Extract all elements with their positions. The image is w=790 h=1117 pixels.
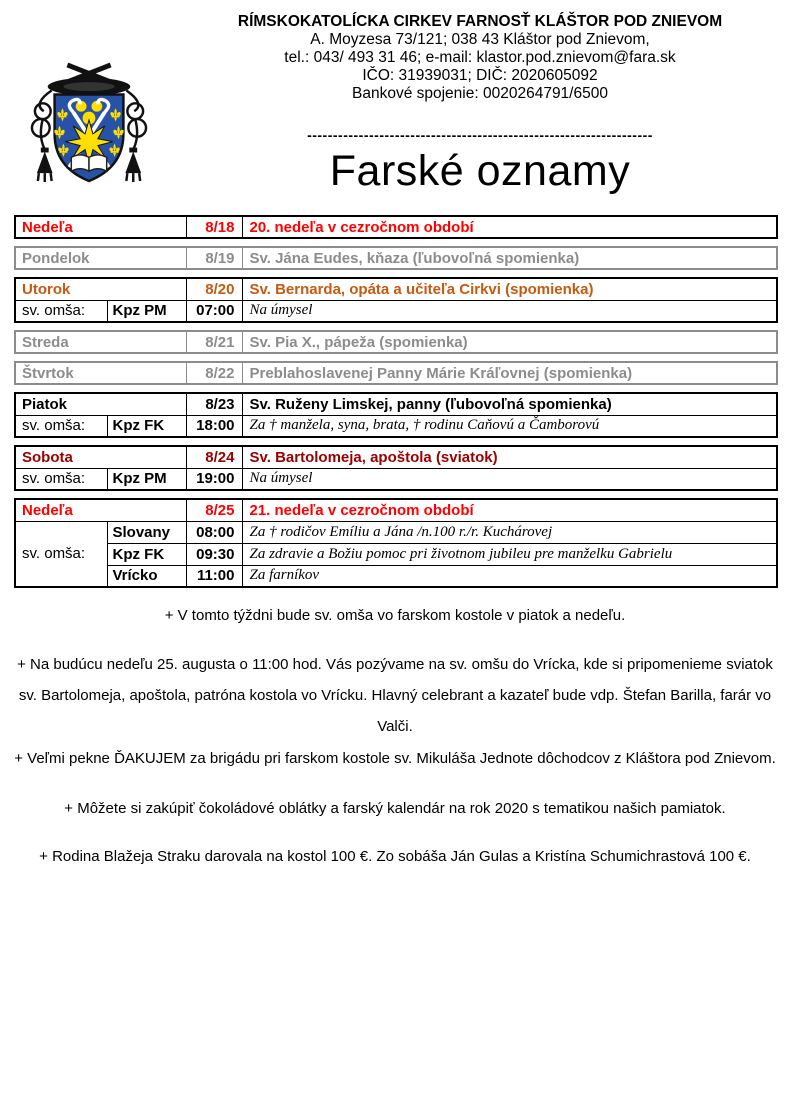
org-bank: Bankové spojenie: 0020264791/6500 (352, 85, 608, 102)
mass-row (15, 415, 777, 437)
schedule-block-friday (14, 392, 778, 438)
mass-row (15, 300, 777, 322)
schedule-block-tuesday (14, 277, 778, 323)
org-contact: tel.: 043/ 493 31 46; e-mail: klastor.pod.znievom@fara.sk (284, 49, 676, 66)
mass-label-cell: sv. omša: (15, 521, 107, 587)
date-cell: 8/25 (186, 499, 242, 521)
feast-cell: Sv. Bartolomeja, apoštola (sviatok) (242, 446, 777, 468)
announcement-item: + Môžete si zakúpiť čokoládové oblátky a farský kalendár na rok 2020 s tematikou našich pamiatok. (64, 800, 726, 817)
mass-row (15, 521, 777, 543)
day-header-row (15, 393, 777, 415)
date-cell: 8/19 (186, 247, 242, 269)
mass-row (15, 565, 777, 587)
feast-cell: Sv. Ruženy Limskej, panny (ľubovoľná spomienka) (242, 393, 777, 415)
mass-place-cell: Kpz PM (107, 468, 186, 490)
day-cell: Streda (15, 331, 186, 353)
mass-time-cell: 08:00 (186, 521, 242, 543)
mass-intention-cell: Za † manžela, syna, brata, † rodinu Caňovú a Čamborovú (242, 415, 777, 437)
announcements (14, 601, 776, 872)
dashed-divider: ------------------------------------------------------------------- (307, 127, 653, 143)
mass-place-cell: Kpz FK (107, 415, 186, 437)
feast-cell: Preblahoslavenej Panny Márie Kráľovnej (spomienka) (242, 362, 777, 384)
schedule-block-thursday (14, 361, 778, 385)
feast-cell: 21. nedeľa v cezročnom období (242, 499, 777, 521)
date-cell: 8/22 (186, 362, 242, 384)
org-address: A. Moyzesa 73/121; 038 43 Kláštor pod Znievom, (310, 31, 650, 48)
mass-intention-cell: Za zdravie a Božiu pomoc pri životnom jubileu pre manželku Gabrielu (242, 543, 777, 565)
mass-place-cell: Kpz PM (107, 300, 186, 322)
day-cell: Štvrtok (15, 362, 186, 384)
header-text-block (170, 13, 790, 195)
parish-coat-of-arms-icon (30, 56, 148, 188)
header (0, 0, 790, 195)
feast-cell: Sv. Bernarda, opáta a učiteľa Cirkvi (spomienka) (242, 278, 777, 300)
feast-cell: Sv. Pia X., pápeža (spomienka) (242, 331, 777, 353)
mass-time-cell: 11:00 (186, 565, 242, 587)
day-cell: Nedeľa (15, 216, 186, 238)
announcement-item: + Na budúcu nedeľu 25. augusta o 11:00 hod. Vás pozývame na sv. omšu do Vrícka, kde si pripomenieme sviatok sv. Bartolomeja, apoštola, patróna kostola vo Vrícku. Hlavný celebrant a kazateľ bude vdp. Štefan Barilla, farár vo Valči. (17, 656, 773, 735)
day-cell: Pondelok (15, 247, 186, 269)
mass-time-cell: 18:00 (186, 415, 242, 437)
mass-label-cell: sv. omša: (15, 415, 107, 437)
date-cell: 8/24 (186, 446, 242, 468)
day-cell: Sobota (15, 446, 186, 468)
schedule-block-wednesday (14, 330, 778, 354)
mass-label-cell: sv. omša: (15, 300, 107, 322)
feast-cell: 20. nedeľa v cezročnom období (242, 216, 777, 238)
mass-row (15, 468, 777, 490)
org-name: RÍMSKOKATOLÍCKA CIRKEV FARNOSŤ KLÁŠTOR POD ZNIEVOM (237, 13, 723, 30)
announcement-item: + Veľmi pekne ĎAKUJEM za brigádu pri farskom kostole sv. Mikuláša Jednote dôchodcov z Kláštora pod Znievom. (14, 750, 776, 767)
announcement-item: + V tomto týždni bude sv. omša vo farskom kostole v piatok a nedeľu. (164, 607, 626, 624)
date-cell: 8/20 (186, 278, 242, 300)
day-header-row (15, 446, 777, 468)
day-header-row (15, 499, 777, 521)
mass-time-cell: 09:30 (186, 543, 242, 565)
date-cell: 8/18 (186, 216, 242, 238)
mass-intention-cell: Za farníkov (242, 565, 777, 587)
mass-label-cell: sv. omša: (15, 468, 107, 490)
day-header-row (15, 247, 777, 269)
day-cell: Utorok (15, 278, 186, 300)
mass-row (15, 543, 777, 565)
mass-intention-cell: Za † rodičov Emíliu a Jána /n.100 r./r. Kuchárovej (242, 521, 777, 543)
schedule-block-saturday (14, 445, 778, 491)
mass-place-cell: Vrícko (107, 565, 186, 587)
day-cell: Nedeľa (15, 499, 186, 521)
page-title: Farské oznamy (329, 147, 631, 195)
day-header-row (15, 278, 777, 300)
mass-place-cell: Kpz FK (107, 543, 186, 565)
schedule-block-sunday-818 (14, 215, 778, 239)
mass-time-cell: 19:00 (186, 468, 242, 490)
date-cell: 8/21 (186, 331, 242, 353)
mass-time-cell: 07:00 (186, 300, 242, 322)
org-registration: IČO: 31939031; DIČ: 2020605092 (362, 67, 598, 84)
day-cell: Piatok (15, 393, 186, 415)
feast-cell: Sv. Jána Eudes, kňaza (ľubovoľná spomienka) (242, 247, 777, 269)
date-cell: 8/23 (186, 393, 242, 415)
mass-schedule (14, 215, 776, 588)
mass-intention-cell: Na úmysel (242, 468, 777, 490)
schedule-block-sunday-825 (14, 498, 778, 588)
announcement-item: + Rodina Blažeja Straku darovala na kostol 100 €. Zo sobáša Ján Gulas a Kristína Schumichrastová 100 €. (39, 848, 751, 865)
schedule-block-monday (14, 246, 778, 270)
mass-intention-cell: Na úmysel (242, 300, 777, 322)
mass-place-cell: Slovany (107, 521, 186, 543)
day-header-row (15, 216, 777, 238)
day-header-row (15, 362, 777, 384)
day-header-row (15, 331, 777, 353)
